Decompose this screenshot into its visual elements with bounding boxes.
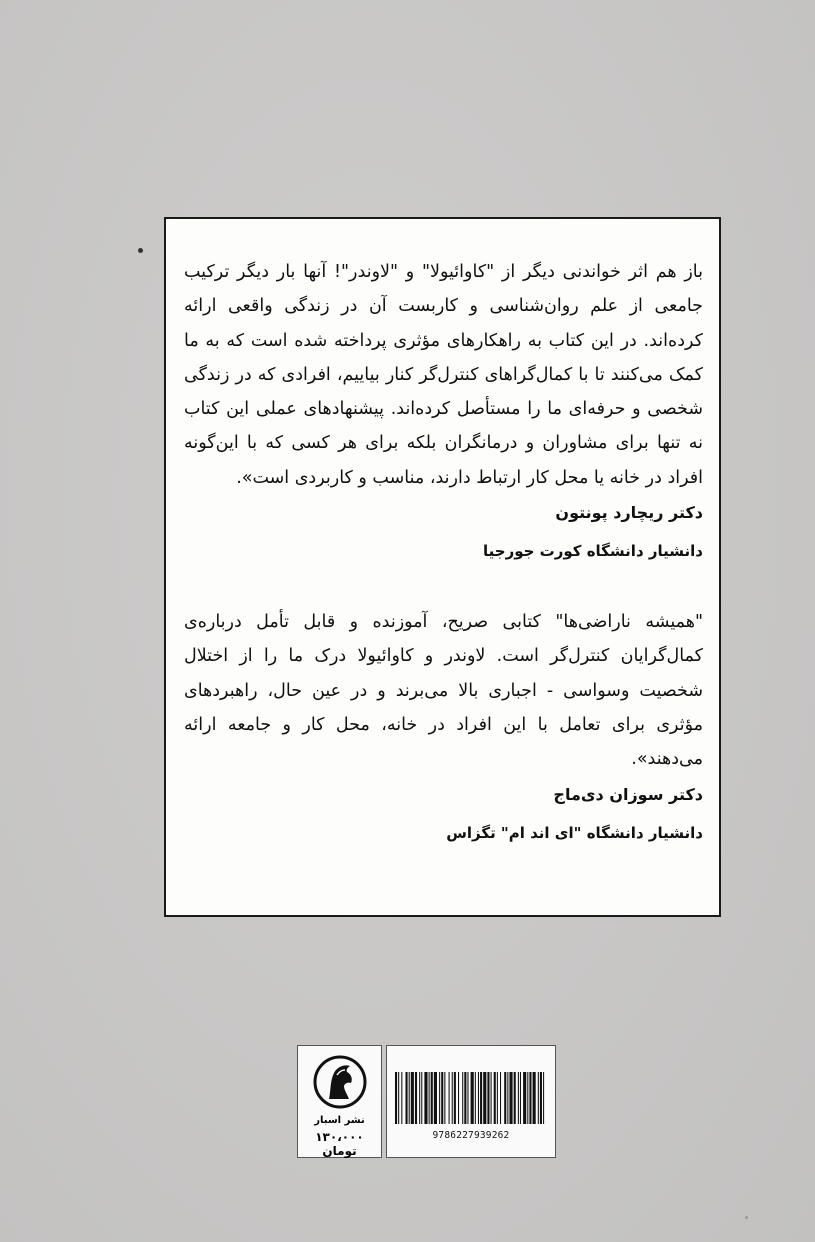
barcode-bar	[478, 1072, 479, 1124]
barcode-bar	[424, 1072, 427, 1124]
barcode-bar	[454, 1072, 456, 1124]
barcode-bar	[401, 1072, 402, 1124]
barcode-bar	[480, 1072, 482, 1124]
isbn-number: 9786227939262	[432, 1130, 510, 1141]
publisher-name: نشر اسبار	[314, 1115, 365, 1126]
barcode-bar	[538, 1072, 539, 1124]
barcode-bar	[464, 1072, 466, 1124]
barcode-bar	[533, 1072, 536, 1124]
barcode-bar	[467, 1072, 468, 1124]
barcode-bar	[398, 1072, 399, 1124]
barcode-image	[395, 1072, 547, 1124]
barcode-bar	[518, 1072, 519, 1124]
ink-dot	[138, 248, 143, 253]
barcode-bar	[509, 1072, 512, 1124]
review-2-text: "همیشه ناراضی‌ها" کتابی صریح، آموزنده و قابل تأمل درباره‌ی کمال‌گرایان کنترل‌گر است. لاوندر و کاوائیولا درک ما را از اختلال شخصیت وسواسی - اجباری بالا می‌برند و در عین حال، راهبردهای مؤثری برای تعامل با این افراد در خانه، محل کار و جامعه ارائه می‌دهند».	[184, 612, 703, 770]
barcode-bar	[483, 1072, 486, 1124]
horse-head-logo-icon	[313, 1055, 367, 1109]
barcode-bar	[411, 1072, 414, 1124]
barcode-bar	[434, 1072, 437, 1124]
barcode-box	[386, 1045, 556, 1158]
barcode-bar	[441, 1072, 443, 1124]
barcode-bar	[494, 1072, 496, 1124]
barcode-bar	[497, 1072, 498, 1124]
ink-speck	[745, 1216, 748, 1219]
barcode-bar	[395, 1072, 397, 1124]
barcode-bar	[406, 1072, 408, 1124]
barcode-bar	[409, 1072, 410, 1124]
barcode-bar	[449, 1072, 450, 1124]
review-1-affiliation: دانشیار دانشگاه کورت جورجیا	[483, 542, 703, 561]
publisher-box	[297, 1045, 382, 1158]
price-label: ۱۳۰،۰۰۰ تومان	[315, 1130, 364, 1158]
barcode-bar	[523, 1072, 526, 1124]
barcode-bar	[415, 1072, 417, 1124]
barcode-bar	[429, 1072, 430, 1124]
review-1-author: دکتر ریچارد پونتون	[555, 503, 703, 523]
barcode-bar	[529, 1072, 531, 1124]
barcode-bar	[527, 1072, 528, 1124]
barcode-bar	[487, 1072, 489, 1124]
barcode-bar	[439, 1072, 440, 1124]
review-2-affiliation: دانشیار دانشگاه "ای اند ام" تگزاس	[446, 823, 703, 842]
barcode-bar	[421, 1072, 422, 1124]
review-2-author: دکتر سوزان دی‌ماج	[553, 784, 703, 804]
review-1-text: باز هم اثر خواندنی دیگر از "کاوائیولا" و "لاوندر"! آنها بار دیگر ترکیب جامعی از علم روان‌شناسی و کاربست آن در زندگی واقعی ارائه کرده‌اند. در این کتاب به راهکارهای مؤثری پرداخته شده است که به ما کمک می‌کنند تا با کمال‌گراهای کنترل‌گر کنار بیاییم، افرادی که در زندگی شخصی و حرفه‌ای ما را مستأصل کرده‌اند. پیشنهادهای عملی این کتاب نه تنها برای مشاوران و درمانگران بلکه برای هر کسی که با این‌گونه افراد در خانه یا محل کار ارتباط دارند، مناسب و کاربردی است».	[184, 262, 703, 488]
barcode-bar	[444, 1072, 445, 1124]
barcode-bar	[458, 1072, 459, 1124]
barcode-bar	[462, 1072, 463, 1124]
barcode-bar	[452, 1072, 453, 1124]
barcode-bar	[507, 1072, 508, 1124]
review-panel	[164, 217, 721, 917]
barcode-bar	[520, 1072, 521, 1124]
barcode-bar	[543, 1072, 544, 1124]
barcode-bar	[500, 1072, 501, 1124]
barcode-bar	[431, 1072, 433, 1124]
barcode-bar	[475, 1072, 476, 1124]
barcode-bar	[540, 1072, 542, 1124]
barcode-bar	[514, 1072, 516, 1124]
barcode-bar	[491, 1072, 492, 1124]
review-spacer	[184, 565, 703, 605]
barcode-bar	[471, 1072, 474, 1124]
barcode-bar	[419, 1072, 420, 1124]
barcode-bar	[504, 1072, 506, 1124]
